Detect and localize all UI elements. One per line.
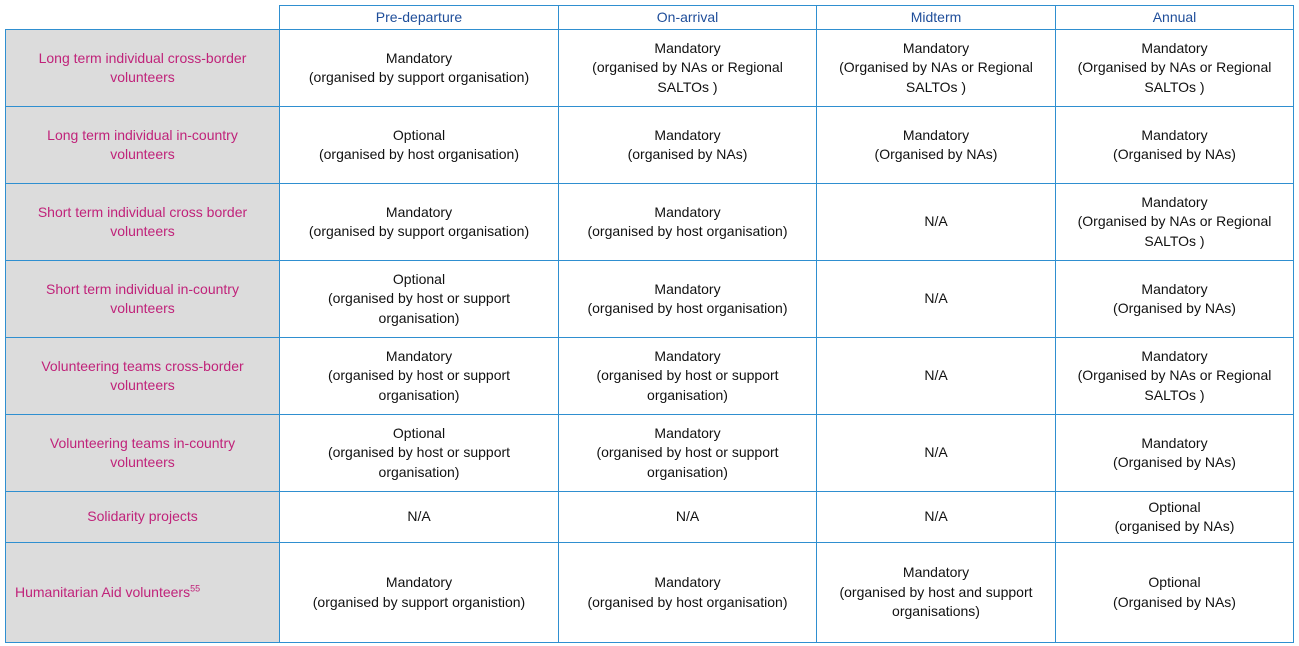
table-cell: Mandatory (Organised by NAs or Regional SALTOs ) xyxy=(1056,338,1294,415)
table-cell: N/A xyxy=(817,415,1056,492)
table-cell: N/A xyxy=(817,338,1056,415)
table-cell: Mandatory (Organised by NAs or Regional SALTOs ) xyxy=(1056,30,1294,107)
table-row xyxy=(6,415,1294,492)
table-cell: N/A xyxy=(817,261,1056,338)
table-cell: Mandatory (organised by host and support organisations) xyxy=(817,543,1056,643)
table-cell: N/A xyxy=(817,492,1056,543)
table-row xyxy=(6,338,1294,415)
row-header: Long term individual cross-border volunteers xyxy=(6,30,280,107)
table-row xyxy=(6,184,1294,261)
column-header-on-arrival: On-arrival xyxy=(559,6,817,30)
table-cell: Mandatory (organised by support organistion) xyxy=(280,543,559,643)
corner-cell xyxy=(6,6,280,30)
row-header: Solidarity projects xyxy=(6,492,280,543)
footnote-marker: 55 xyxy=(190,583,201,594)
table-row xyxy=(6,492,1294,543)
training-requirements-table xyxy=(5,5,1294,643)
table-cell: Mandatory (Organised by NAs or Regional SALTOs ) xyxy=(1056,184,1294,261)
table-cell: Optional (organised by host or support organisation) xyxy=(280,415,559,492)
table-cell: Mandatory (Organised by NAs) xyxy=(1056,415,1294,492)
row-header: Long term individual in-country volunteers xyxy=(6,107,280,184)
table-row xyxy=(6,107,1294,184)
table-cell: N/A xyxy=(559,492,817,543)
row-header: Short term individual in-country volunteers xyxy=(6,261,280,338)
table-cell: Optional (organised by NAs) xyxy=(1056,492,1294,543)
table-cell: N/A xyxy=(280,492,559,543)
table-cell: Optional (Organised by NAs) xyxy=(1056,543,1294,643)
table-row xyxy=(6,30,1294,107)
table-cell: Mandatory (organised by NAs) xyxy=(559,107,817,184)
table-cell: Mandatory (Organised by NAs) xyxy=(1056,261,1294,338)
table-cell: Mandatory (Organised by NAs) xyxy=(1056,107,1294,184)
table-row xyxy=(6,261,1294,338)
table-cell: Mandatory (organised by support organisation) xyxy=(280,184,559,261)
table-cell: Mandatory (Organised by NAs or Regional SALTOs ) xyxy=(817,30,1056,107)
table-cell: Mandatory (organised by NAs or Regional SALTOs ) xyxy=(559,30,817,107)
row-header xyxy=(6,543,280,643)
row-header-label: Humanitarian Aid volunteers xyxy=(15,583,191,600)
row-header: Short term individual cross border volunteers xyxy=(6,184,280,261)
row-header: Volunteering teams in-country volunteers xyxy=(6,415,280,492)
table-cell: Mandatory (organised by support organisation) xyxy=(280,30,559,107)
table-cell: Mandatory (organised by host organisation) xyxy=(559,184,817,261)
row-header: Volunteering teams cross-border volunteers xyxy=(6,338,280,415)
table-cell: Optional (organised by host organisation) xyxy=(280,107,559,184)
table-cell: Mandatory (Organised by NAs) xyxy=(817,107,1056,184)
column-header-midterm: Midterm xyxy=(817,6,1056,30)
table-cell: Optional (organised by host or support organisation) xyxy=(280,261,559,338)
table-cell: Mandatory (organised by host or support organisation) xyxy=(559,338,817,415)
table-row xyxy=(6,543,1294,643)
table-cell: Mandatory (organised by host or support organisation) xyxy=(559,415,817,492)
table-cell: Mandatory (organised by host organisation) xyxy=(559,261,817,338)
column-header-annual: Annual xyxy=(1056,6,1294,30)
header-row xyxy=(6,6,1294,30)
table-cell: Mandatory (organised by host organisation) xyxy=(559,543,817,643)
table-cell: N/A xyxy=(817,184,1056,261)
table-cell: Mandatory (organised by host or support organisation) xyxy=(280,338,559,415)
column-header-pre-departure: Pre-departure xyxy=(280,6,559,30)
